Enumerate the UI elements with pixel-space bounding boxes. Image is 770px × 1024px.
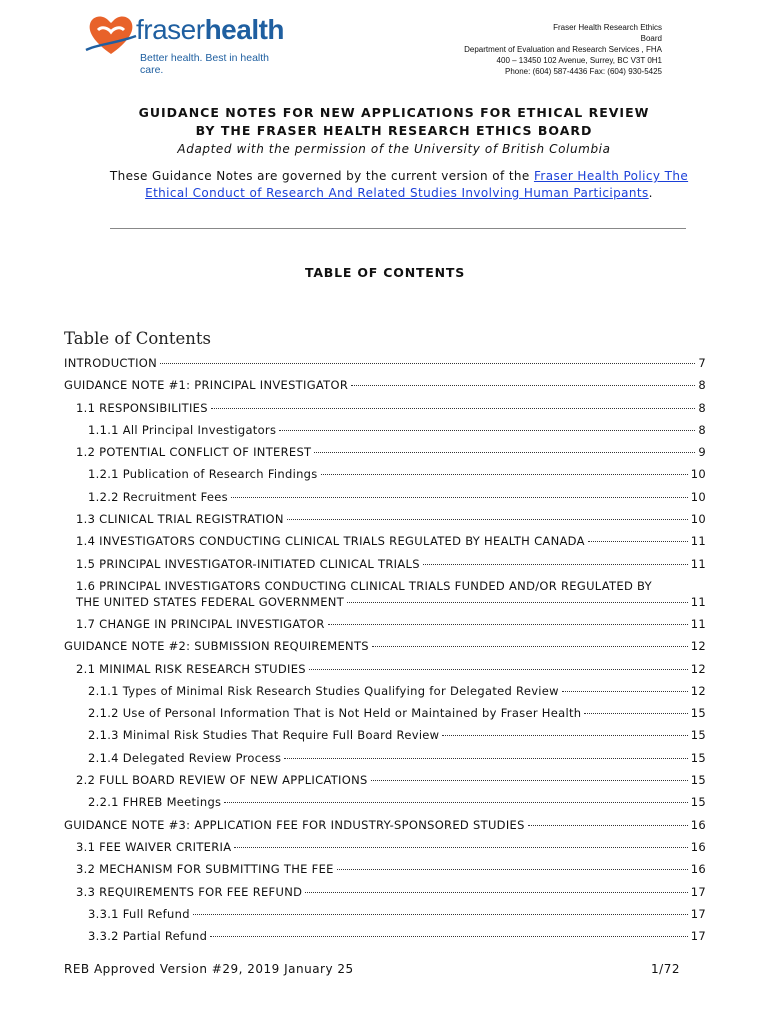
toc-entry[interactable] bbox=[64, 903, 706, 925]
toc-leader-dots bbox=[160, 363, 695, 364]
toc-entry-page: 8 bbox=[698, 400, 706, 415]
governance-end: . bbox=[648, 186, 653, 200]
toc-entry-page: 15 bbox=[690, 728, 706, 743]
document-title-block bbox=[64, 104, 724, 156]
toc-entry-page: 12 bbox=[690, 639, 706, 654]
governance-note bbox=[104, 168, 694, 202]
toc-leader-dots bbox=[321, 474, 688, 475]
toc-leader-dots bbox=[279, 430, 695, 431]
toc-entry-label: 1.3 CLINICAL TRIAL REGISTRATION bbox=[76, 512, 284, 527]
toc-leader-dots bbox=[305, 892, 688, 893]
toc-entry-page: 11 bbox=[690, 616, 706, 631]
toc-entry-page: 16 bbox=[690, 862, 706, 877]
page-footer bbox=[64, 962, 680, 976]
version-label: REB Approved Version #29, 2019 January 25 bbox=[64, 962, 354, 976]
toc-entry-page: 8 bbox=[698, 422, 706, 437]
toc-leader-dots bbox=[309, 669, 688, 670]
toc-leader-dots bbox=[193, 914, 688, 915]
toc-entry[interactable] bbox=[64, 508, 706, 530]
toc-entry-page: 10 bbox=[690, 467, 706, 482]
toc-entry-label: 1.6 PRINCIPAL INVESTIGATORS CONDUCTING CLINICAL TRIALS FUNDED AND/OR REGULATED BY bbox=[76, 578, 652, 593]
toc-entry[interactable] bbox=[64, 635, 706, 657]
toc-leader-dots bbox=[211, 408, 696, 409]
logo-brand-light: fraser bbox=[136, 14, 205, 45]
document-subtitle: Adapted with the permission of the University of British Columbia bbox=[177, 142, 611, 156]
governance-text: These Guidance Notes are governed by the current version of the bbox=[109, 169, 534, 183]
toc-leader-dots bbox=[442, 735, 687, 736]
toc-entry-label: 1.2.2 Recruitment Fees bbox=[88, 489, 228, 504]
toc-leader-dots bbox=[231, 497, 688, 498]
toc-entry[interactable] bbox=[64, 836, 706, 858]
toc-entry-label: 2.1 MINIMAL RISK RESEARCH STUDIES bbox=[76, 661, 306, 676]
toc-entry[interactable] bbox=[64, 791, 706, 813]
toc-entry-label: 3.3 REQUIREMENTS FOR FEE REFUND bbox=[76, 884, 303, 899]
divider bbox=[110, 228, 686, 229]
toc-entry-page: 7 bbox=[698, 356, 706, 370]
toc-entry-page: 17 bbox=[690, 906, 706, 921]
toc-entry[interactable] bbox=[64, 374, 706, 396]
toc-entry[interactable] bbox=[64, 486, 706, 508]
toc-entry-label: GUIDANCE NOTE #2: SUBMISSION REQUIREMENTS bbox=[64, 639, 369, 654]
toc-leader-dots bbox=[584, 713, 687, 714]
toc-leader-dots bbox=[314, 452, 695, 453]
toc-leader-dots bbox=[423, 564, 688, 565]
toc-entry[interactable] bbox=[64, 575, 706, 613]
logo-brand-bold: health bbox=[204, 14, 285, 45]
toc-leader-dots bbox=[562, 691, 688, 692]
toc-entry-label: 3.3.2 Partial Refund bbox=[88, 929, 208, 944]
toc-entry-label: 1.2.1 Publication of Research Findings bbox=[88, 467, 318, 482]
toc-entry-page: 15 bbox=[690, 773, 706, 788]
toc-entry[interactable] bbox=[64, 769, 706, 791]
toc-entry-page: 11 bbox=[690, 556, 706, 571]
toc-leader-dots bbox=[528, 825, 688, 826]
toc-leader-dots bbox=[337, 869, 688, 870]
toc-entry-label: 3.1 FEE WAIVER CRITERIA bbox=[76, 839, 232, 854]
toc-entry-label: INTRODUCTION bbox=[64, 356, 158, 370]
toc-entry-label: 1.1.1 All Principal Investigators bbox=[88, 422, 277, 437]
document-title-line2: BY THE FRASER HEALTH RESEARCH ETHICS BOARD bbox=[195, 123, 593, 138]
toc-entry-page: 16 bbox=[690, 839, 706, 854]
toc-entry-label: 1.1 RESPONSIBILITIES bbox=[76, 400, 208, 415]
toc-entry[interactable] bbox=[64, 814, 706, 836]
toc-entry[interactable] bbox=[64, 553, 706, 575]
toc-entry-label-cont: THE UNITED STATES FEDERAL GOVERNMENT bbox=[76, 594, 345, 609]
toc-entry-page: 12 bbox=[690, 661, 706, 676]
logo-tagline: Better health. Best in health care. bbox=[140, 52, 269, 76]
toc-heading: TABLE OF CONTENTS bbox=[304, 265, 466, 280]
toc-leader-dots bbox=[588, 541, 688, 542]
toc-entry[interactable] bbox=[64, 352, 706, 374]
toc-entry-page: 15 bbox=[690, 750, 706, 765]
toc-entry-label: 1.5 PRINCIPAL INVESTIGATOR-INITIATED CLINICAL TRIALS bbox=[76, 556, 420, 571]
toc-entry[interactable] bbox=[64, 613, 706, 635]
toc-entry-page: 15 bbox=[690, 706, 706, 721]
toc-entry-label: 3.3.1 Full Refund bbox=[88, 906, 190, 921]
contact-header bbox=[464, 22, 662, 77]
toc-title: Table of Contents bbox=[64, 329, 212, 348]
toc-entry-label: 2.2 FULL BOARD REVIEW OF NEW APPLICATIONS bbox=[76, 773, 368, 788]
header-line: Phone: (604) 587-4436 Fax: (604) 930-5425 bbox=[505, 67, 662, 76]
toc-entry-label: 2.2.1 FHREB Meetings bbox=[88, 795, 222, 810]
toc-leader-dots bbox=[210, 936, 688, 937]
header-line: Board bbox=[640, 34, 662, 43]
toc-entry-label: 2.1.4 Delegated Review Process bbox=[88, 750, 282, 765]
toc-entry[interactable] bbox=[64, 925, 706, 947]
toc-entry-label: 1.2 POTENTIAL CONFLICT OF INTEREST bbox=[76, 445, 312, 460]
header-line: Fraser Health Research Ethics bbox=[553, 23, 662, 32]
header-line: 400 – 13450 102 Avenue, Surrey, BC V3T 0H1 bbox=[496, 56, 662, 65]
toc-entry[interactable] bbox=[64, 441, 706, 463]
toc-entry[interactable] bbox=[64, 747, 706, 769]
policy-link[interactable]: Fraser Health Policy The Ethical Conduct of Research And Related Studies Involving Human Participants bbox=[145, 169, 689, 200]
toc-entry[interactable] bbox=[64, 702, 706, 724]
toc-entry-page: 11 bbox=[690, 594, 706, 609]
toc-entry-label: 3.2 MECHANISM FOR SUBMITTING THE FEE bbox=[76, 862, 334, 877]
fraser-health-logo bbox=[84, 10, 285, 76]
toc-leader-dots bbox=[287, 519, 688, 520]
toc-entry-label: GUIDANCE NOTE #1: PRINCIPAL INVESTIGATOR bbox=[64, 378, 349, 393]
toc-entry-page: 15 bbox=[690, 795, 706, 810]
header-line: Department of Evaluation and Research Services , FHA bbox=[464, 45, 662, 54]
toc-leader-dots bbox=[371, 780, 688, 781]
toc-entry[interactable] bbox=[64, 881, 706, 903]
toc-leader-dots bbox=[328, 624, 688, 625]
toc-leader-dots bbox=[372, 646, 688, 647]
toc-leader-dots bbox=[347, 602, 688, 603]
toc-entry[interactable] bbox=[64, 680, 706, 702]
document-title-line1: GUIDANCE NOTES FOR NEW APPLICATIONS FOR ETHICAL REVIEW bbox=[138, 105, 650, 120]
toc-entry[interactable] bbox=[64, 463, 706, 485]
toc-entry-page: 17 bbox=[690, 929, 706, 944]
fraser-health-logo-icon bbox=[84, 10, 138, 60]
toc-entry-label: 2.1.3 Minimal Risk Studies That Require Full Board Review bbox=[88, 728, 440, 743]
toc-entry[interactable] bbox=[64, 397, 706, 419]
toc-leader-dots bbox=[224, 802, 687, 803]
page-number: 1/72 bbox=[651, 962, 680, 976]
toc-entry-page: 11 bbox=[690, 534, 706, 549]
toc-entry-label: 2.1.2 Use of Personal Information That is Not Held or Maintained by Fraser Health bbox=[88, 706, 582, 721]
toc-entry-label: GUIDANCE NOTE #3: APPLICATION FEE FOR INDUSTRY-SPONSORED STUDIES bbox=[64, 817, 525, 832]
toc-entry-label: 1.4 INVESTIGATORS CONDUCTING CLINICAL TRIALS REGULATED BY HEALTH CANADA bbox=[76, 534, 585, 549]
toc-entry-page: 17 bbox=[690, 884, 706, 899]
toc-entry[interactable] bbox=[64, 724, 706, 746]
toc-entry-page: 10 bbox=[690, 512, 706, 527]
toc-entry-page: 10 bbox=[690, 489, 706, 504]
toc-leader-dots bbox=[284, 758, 687, 759]
toc-entry-page: 16 bbox=[690, 817, 706, 832]
logo-wordmark bbox=[136, 14, 284, 46]
toc-entry-page: 12 bbox=[690, 683, 706, 698]
toc-entry[interactable] bbox=[64, 858, 706, 880]
toc-leader-dots bbox=[351, 385, 695, 386]
toc-entry[interactable] bbox=[64, 530, 706, 552]
toc-leader-dots bbox=[234, 847, 687, 848]
toc-entry-label: 1.7 CHANGE IN PRINCIPAL INVESTIGATOR bbox=[76, 616, 325, 631]
table-of-contents bbox=[64, 352, 706, 947]
toc-entry[interactable] bbox=[64, 419, 706, 441]
toc-entry-page: 9 bbox=[698, 445, 706, 460]
toc-entry-page: 8 bbox=[698, 378, 706, 393]
toc-entry[interactable] bbox=[64, 658, 706, 680]
toc-entry-label: 2.1.1 Types of Minimal Risk Research Studies Qualifying for Delegated Review bbox=[88, 683, 559, 698]
